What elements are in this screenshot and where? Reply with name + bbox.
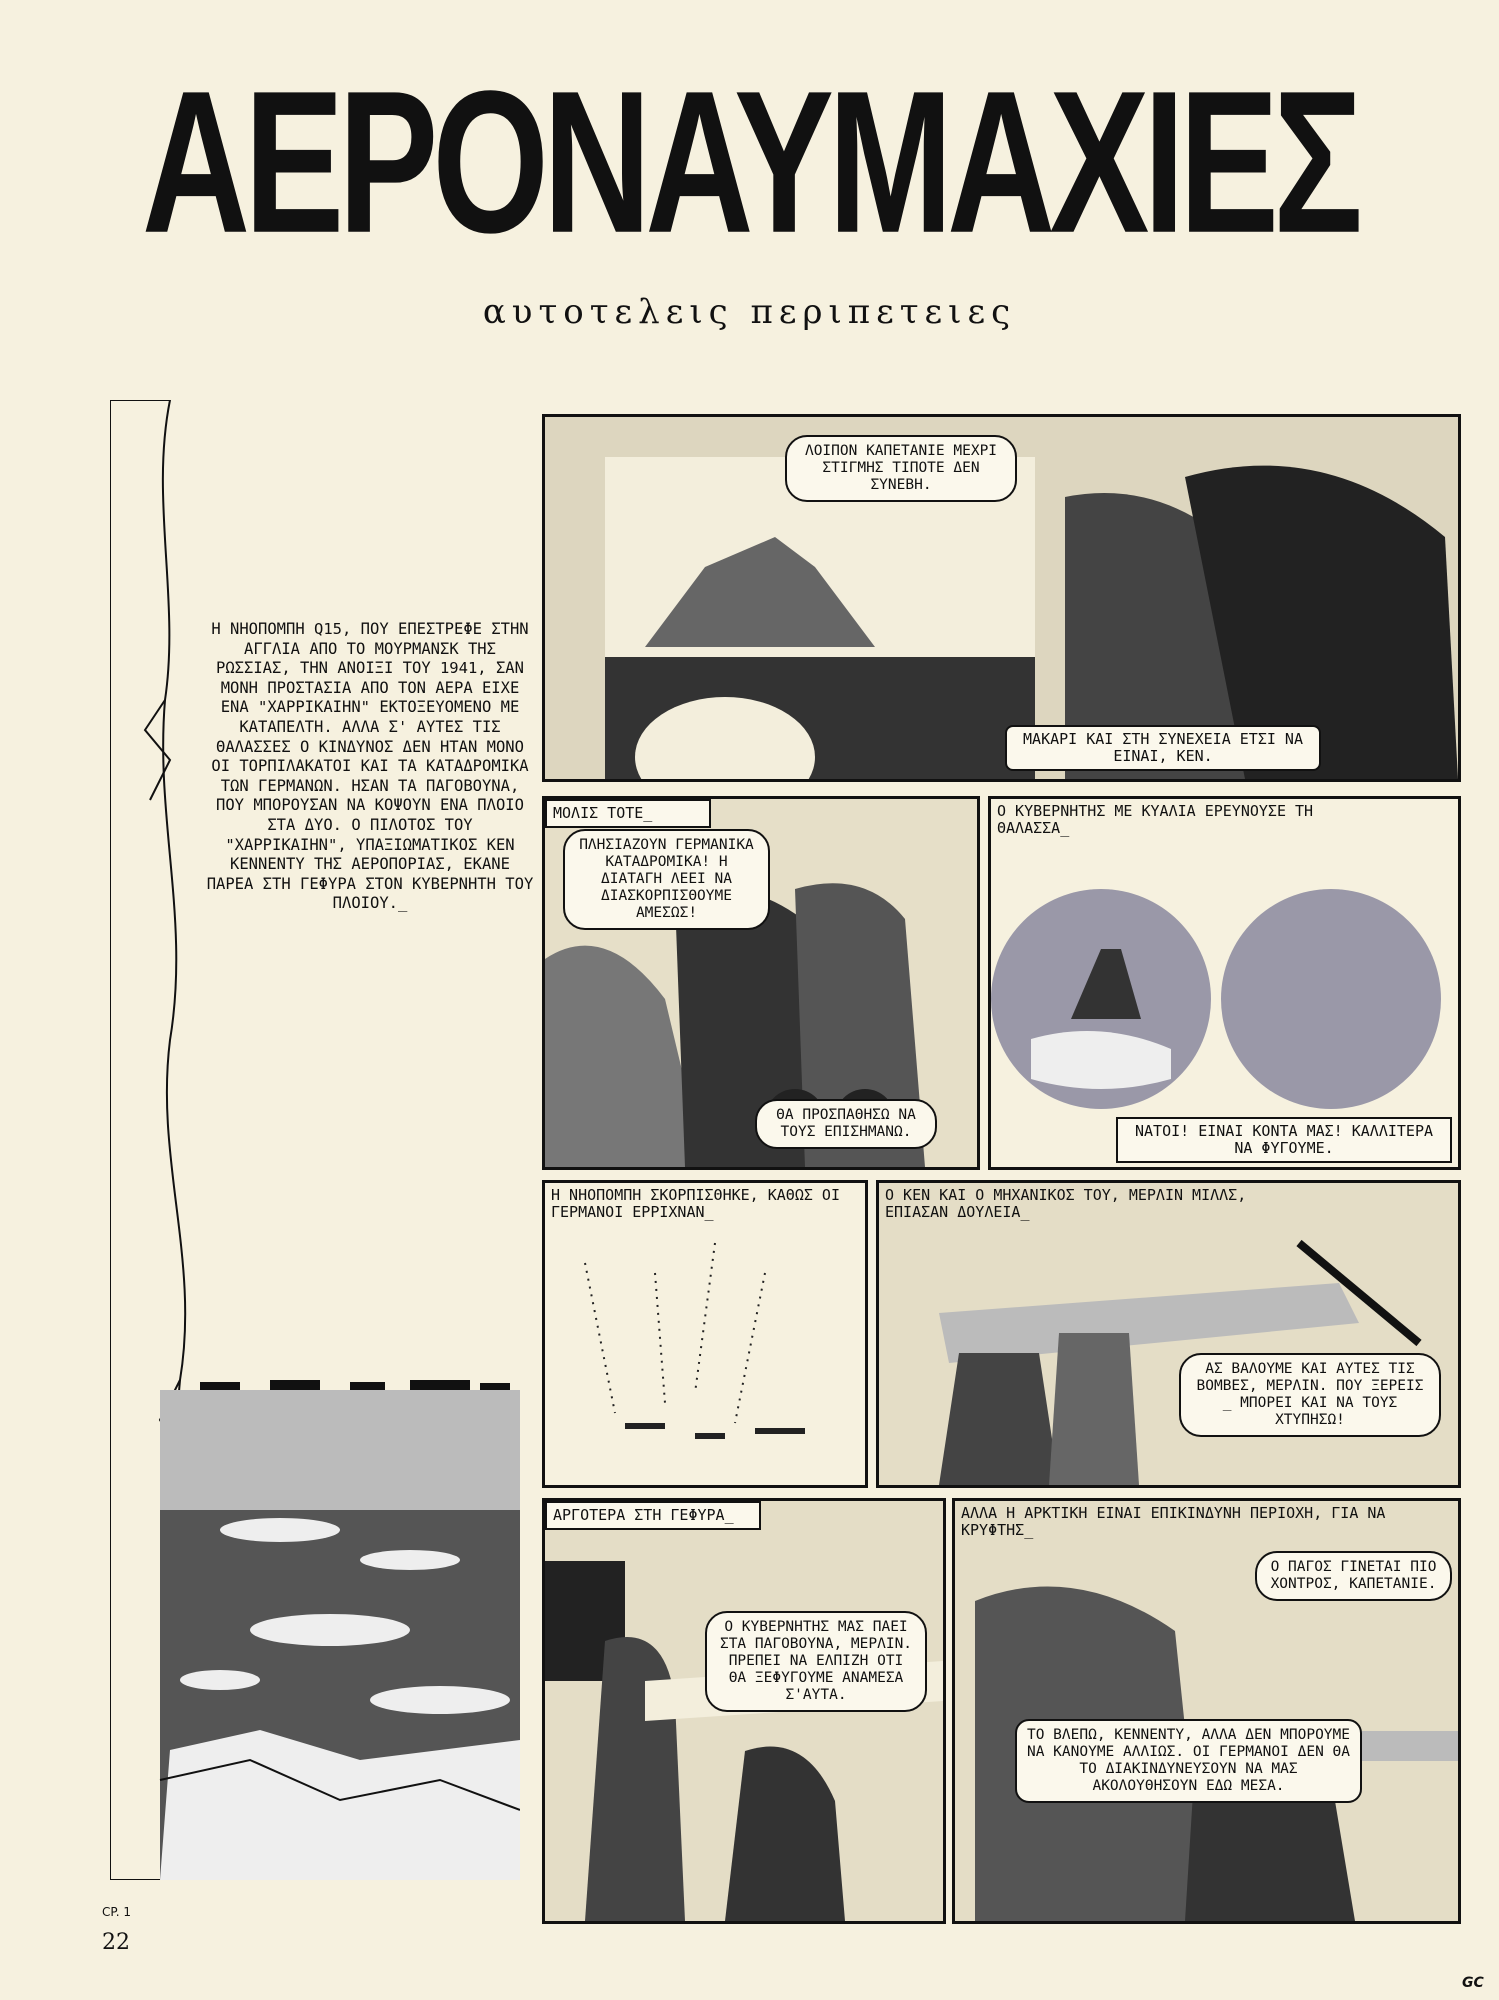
panel-3 [988,796,1461,1170]
narration-caption: ΜΟΛΙΣ ΤΟΤΕ_ [545,799,711,828]
narration-caption: ΑΡΓΟΤΕΡΑ ΣΤΗ ΓΕΦΥΡΑ_ [545,1501,761,1530]
watermark: GC [1462,1975,1484,1991]
panel-6 [542,1498,946,1924]
panel-7 [952,1498,1461,1924]
speech-bubble: Ο ΚΥΒΕΡΝΗΤΗΣ ΜΑΣ ΠΑΕΙ ΣΤΑ ΠΑΓΟΒΟΥΝΑ, ΜΕΡΛΙΝ. ΠΡΕΠΕΙ ΝΑ ΕΛΠΙΖΗ ΟΤΙ ΘΑ ΞΕΦΥΓΟΥΜΕ ΑΝΑΜΕΣΑ Σ'ΑΥΤΑ. [705,1611,927,1712]
narration-caption: ΑΛΛΑ Η ΑΡΚΤΙΚΗ ΕΙΝΑΙ ΕΠΙΚΙΝΔΥΝΗ ΠΕΡΙΟΧΗ, ΓΙΑ ΝΑ ΚΡΥΦΤΗΣ_ [961,1504,1386,1539]
page-title: ΑΕΡΟΝΑΥΜΑΧΙΕΣ [141,48,1358,275]
speech-bubble: ΑΣ ΒΑΛΟΥΜΕ ΚΑΙ ΑΥΤΕΣ ΤΙΣ ΒΟΜΒΕΣ, ΜΕΡΛΙΝ. ΠΟΥ ΞΕΡΕΙΣ _ ΜΠΟΡΕΙ ΚΑΙ ΝΑ ΤΟΥΣ ΧΤΥΠΗΣΩ! [1179,1353,1441,1437]
credit-text: CP. 1 [102,1905,132,1919]
page-subtitle: αυτοτελεις περιπετειες [482,292,1017,332]
intro-text: Η ΝΗΟΠΟΜΠΗ Q15, ΠΟΥ ΕΠΕΣΤΡΕΦΕ ΣΤΗΝ ΑΓΓΛΙΑ ΑΠΟ ΤΟ ΜΟΥΡΜΑΝΣΚ ΤΗΣ ΡΩΣΣΙΑΣ, ΤΗΝ ΑΝΟΙΞΙ ΤΟΥ 1941, ΣΑΝ ΜΟΝΗ ΠΡΟΣΤΑΣΙΑ ΑΠΟ ΤΟΝ ΑΕΡΑ ΕΙΧΕ ΕΝΑ "ΧΑΡΡΙΚΑΙΗΝ" ΕΚΤΟΞΕΥΟΜΕΝΟ ΜΕ ΚΑΤΑΠΕΛΤΗ. ΑΛΛΑ Σ' ΑΥΤΕΣ ΤΙΣ ΘΑΛΑΣΣΕΣ Ο ΚΙΝΔΥΝΟΣ ΔΕΝ ΗΤΑΝ ΜΟΝΟ ΟΙ ΤΟΡΠΙΛΑΚΑΤΟΙ ΚΑΙ ΤΑ ΚΑΤΑΔΡΟΜΙΚΑ ΤΩΝ ΓΕΡΜΑΝΩΝ. ΗΣΑΝ ΤΑ ΠΑΓΟΒΟΥΝΑ, ΠΟΥ ΜΠΟΡΟΥΣΑΝ ΝΑ ΚΟΨΟΥΝ ΕΝΑ ΠΛΟΙΟ ΣΤΑ ΔΥΟ. Ο ΠΙΛΟΤΟΣ ΤΟΥ "ΧΑΡΡΙΚΑΙΗΝ", ΥΠΑΞΙΩΜΑΤΙΚΟΣ ΚΕΝ ΚΕΝΝΕΝΤΥ ΤΗΣ ΑΕΡΟΠΟΡΙΑΣ, ΕΚΑΝΕ ΠΑΡΕΑ ΣΤΗ ΓΕΦΥΡΑ ΣΤΟΝ ΚΥΒΕΡΝΗΤΗ ΤΟΥ ΠΛΟΙΟΥ._ [206,620,534,913]
speech-bubble: Ο ΠΑΓΟΣ ΓΙΝΕΤΑΙ ΠΙΟ ΧΟΝΤΡΟΣ, ΚΑΠΕΤΑΝΙΕ. [1255,1551,1452,1601]
panel-2 [542,796,980,1170]
speech-bubble: ΤΟ ΒΛΕΠΩ, ΚΕΝΝΕΝΤΥ, ΑΛΛΑ ΔΕΝ ΜΠΟΡΟΥΜΕ ΝΑ ΚΑΝΟΥΜΕ ΑΛΛΙΩΣ. ΟΙ ΓΕΡΜΑΝΟΙ ΔΕΝ ΘΑ ΤΟ ΔΙΑΚΙΝΔΥΝΕΥΣΟΥΝ ΝΑ ΜΑΣ ΑΚΟΛΟΥΘΗΣΟΥΝ ΕΔΩ ΜΕΣΑ. [1015,1719,1362,1803]
narration-caption: Ο ΚΥΒΕΡΝΗΤΗΣ ΜΕ ΚΥΑΛΙΑ ΕΡΕΥΝΟΥΣΕ ΤΗ ΘΑΛΑΣΣΑ_ [997,802,1314,837]
page-number: 22 [102,1930,130,1955]
iceberg-illustration [110,400,520,1880]
panel-4 [542,1180,868,1488]
narration-caption: Ο ΚΕΝ ΚΑΙ Ο ΜΗΧΑΝΙΚΟΣ ΤΟΥ, ΜΕΡΛΙΝ ΜΙΛΛΣ, ΕΠΙΑΣΑΝ ΔΟΥΛΕΙΑ_ [885,1186,1247,1221]
speech-bubble: ΛΟΙΠΟΝ ΚΑΠΕΤΑΝΙΕ ΜΕΧΡΙ ΣΤΙΓΜΗΣ ΤΙΠΟΤΕ ΔΕΝ ΣΥΝΕΒΗ. [785,435,1017,502]
panel-1 [542,414,1461,782]
speech-bubble: ΜΑΚΑΡΙ ΚΑΙ ΣΤΗ ΣΥΝΕΧΕΙΑ ΕΤΣΙ ΝΑ ΕΙΝΑΙ, ΚΕΝ. [1005,725,1321,771]
speech-bubble: ΘΑ ΠΡΟΣΠΑΘΗΣΩ ΝΑ ΤΟΥΣ ΕΠΙΣΗΜΑΝΩ. [755,1099,937,1149]
speech-bubble: ΠΛΗΣΙΑΖΟΥΝ ΓΕΡΜΑΝΙΚΑ ΚΑΤΑΔΡΟΜΙΚΑ! Η ΔΙΑΤΑΓΗ ΛΕΕΙ ΝΑ ΔΙΑΣΚΟΡΠΙΣΘΟΥΜΕ ΑΜΕΣΩΣ! [563,829,770,930]
panel-5 [876,1180,1461,1488]
speech-bubble: ΝΑΤΟΙ! ΕΙΝΑΙ ΚΟΝΤΑ ΜΑΣ! ΚΑΛΛΙΤΕΡΑ ΝΑ ΦΥΓΟΥΜΕ. [1116,1117,1452,1163]
narration-caption: Η ΝΗΟΠΟΜΠΗ ΣΚΟΡΠΙΣΘΗΚΕ, ΚΑΘΩΣ ΟΙ ΓΕΡΜΑΝΟΙ ΕΡΡΙΧΝΑΝ_ [551,1186,840,1221]
